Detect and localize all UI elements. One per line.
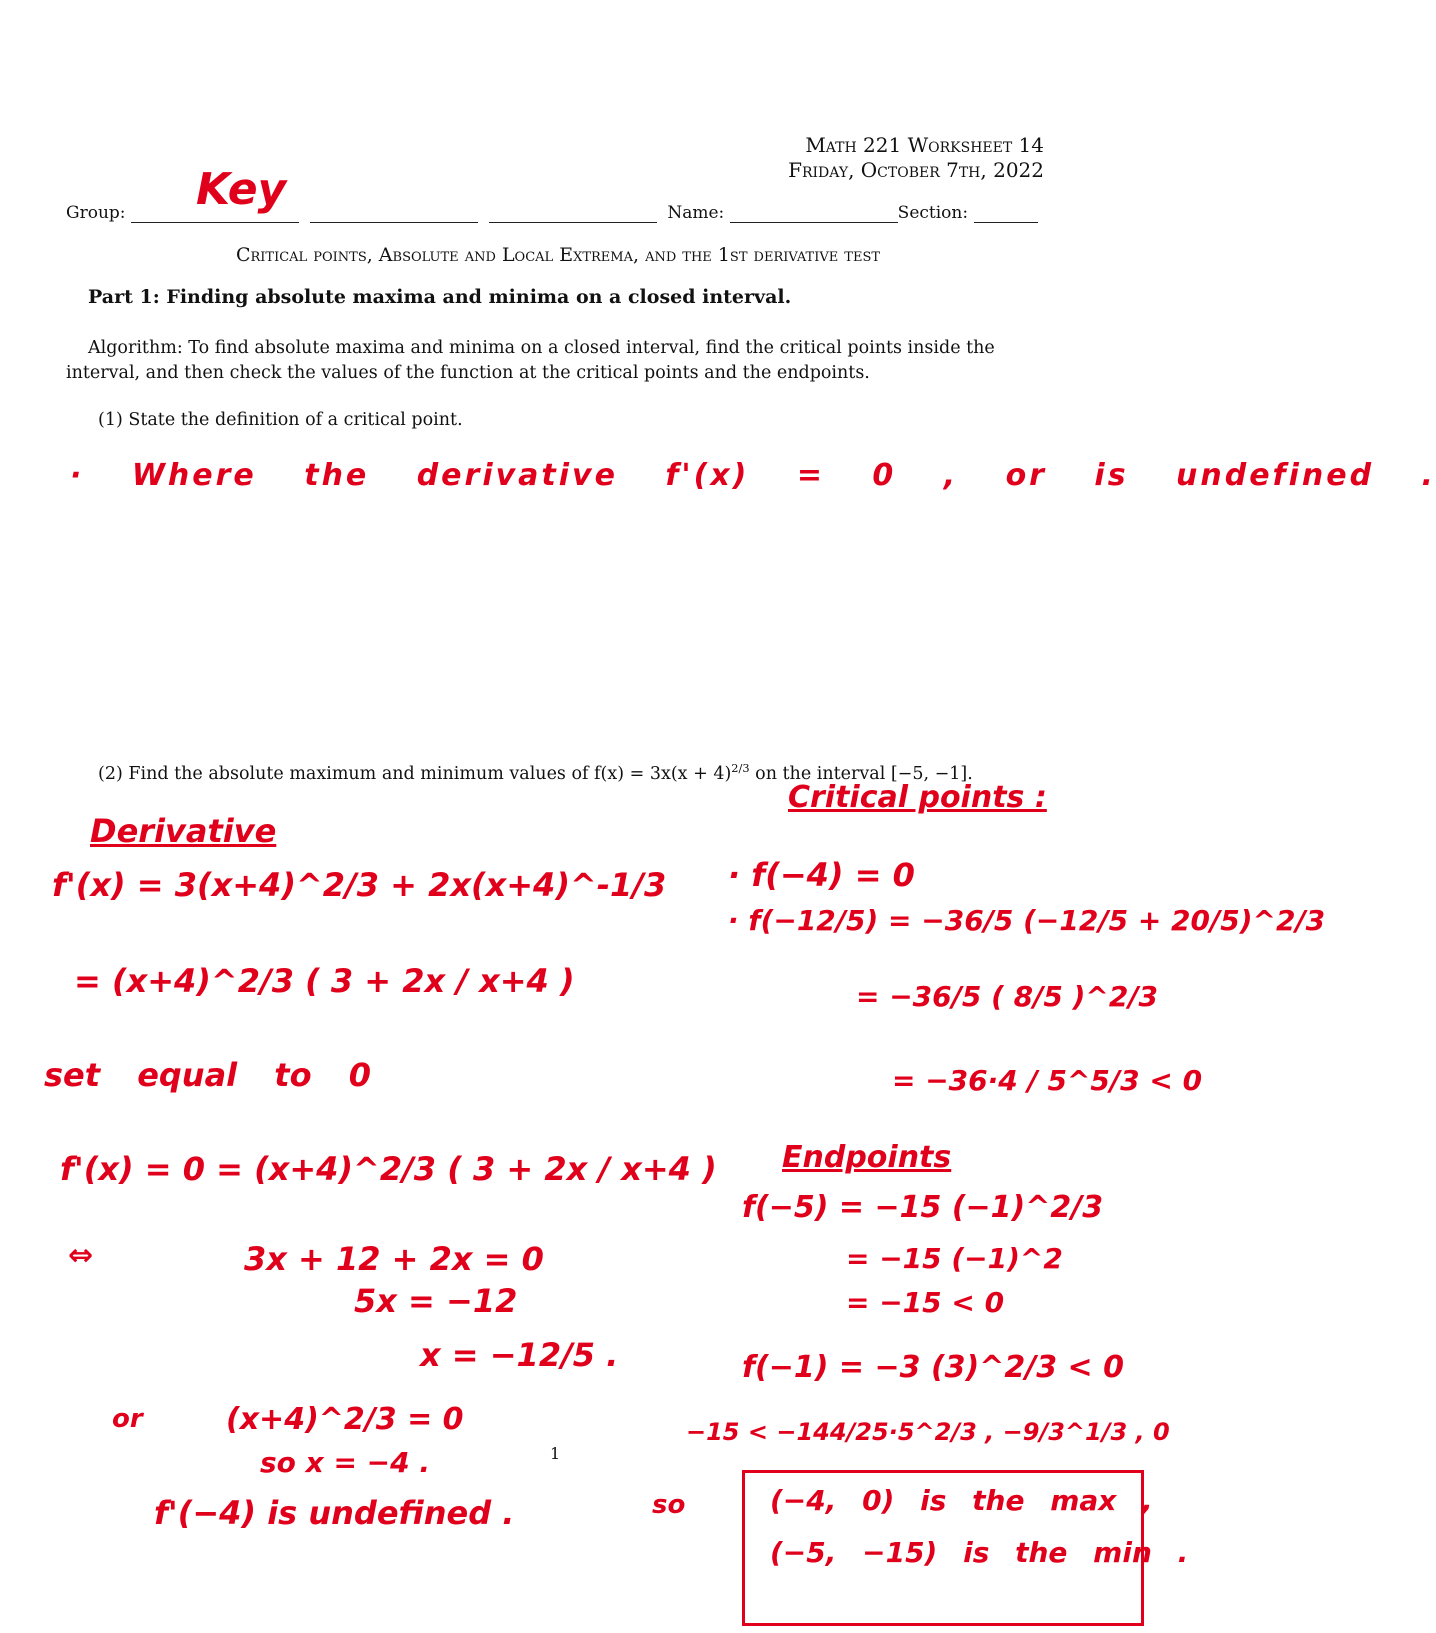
page-number: 1 (550, 1444, 561, 1463)
derivative-label: Derivative (90, 812, 277, 850)
section-label: Section: (897, 203, 969, 223)
right-line-2: · f(−12/5) = −36/5 (−12/5 + 20/5)^2/3 (728, 904, 1326, 937)
section-field (974, 200, 1038, 223)
question-2-text: (2) Find the absolute maximum and minimum values of f(x) = 3x(x + 4) (98, 763, 732, 784)
right-line-6: = −15 (−1)^2 (846, 1242, 1063, 1275)
left-line-7: x = −12/5 . (420, 1336, 619, 1374)
right-line-9: −15 < −144/25·5^2/3 , −9/3^1/3 , 0 (686, 1418, 1170, 1446)
question-1: (1) State the definition of a critical point. (98, 410, 463, 430)
group-answer-key: Key (196, 164, 287, 215)
question-2-interval: on the interval [−5, −1]. (749, 763, 973, 784)
left-line-1: f'(x) = 3(x+4)^2/3 + 2x(x+4)^-1/3 (52, 866, 667, 904)
answer-1: · Where the derivative f'(x) = 0 , or is undefined . (70, 458, 1436, 493)
left-line-5: 3x + 12 + 2x = 0 (244, 1240, 544, 1278)
algorithm-line-2: interval, and then check the values of the function at the critical points and the endpoints. (66, 363, 870, 383)
worksheet-title: Critical points, Absolute and Local Extrema, and the 1st derivative test (235, 244, 881, 266)
left-line-10: f'(−4) is undefined . (154, 1494, 515, 1532)
date-line: Friday, October 7th, 2022 (788, 158, 1044, 182)
left-line-8-or: or (112, 1404, 143, 1434)
name-label: Name: (667, 203, 725, 223)
course-line: Math 221 Worksheet 14 (805, 133, 1044, 157)
part1-heading: Part 1: Finding absolute maxima and minima on a closed interval. (88, 286, 792, 308)
critical-points-label: Critical points : (788, 780, 1047, 815)
group-label: Group: (66, 203, 126, 223)
endpoints-label: Endpoints (782, 1140, 952, 1175)
left-line-2: = (x+4)^2/3 ( 3 + 2x / x+4 ) (74, 962, 575, 1000)
right-line-7: = −15 < 0 (846, 1286, 1005, 1319)
group-field-2 (310, 200, 478, 223)
left-line-3: set equal to 0 (44, 1056, 371, 1094)
min-conclusion: (−5, −15) is the min . (770, 1536, 1189, 1569)
so-label: so (652, 1490, 686, 1520)
right-line-4: = −36·4 / 5^5/3 < 0 (892, 1064, 1203, 1097)
right-line-1: · f(−4) = 0 (728, 856, 915, 894)
left-line-5-iff: ⇔ (68, 1238, 94, 1273)
right-line-5: f(−5) = −15 (−1)^2/3 (742, 1190, 1104, 1225)
left-line-6: 5x = −12 (354, 1282, 518, 1320)
right-line-3: = −36/5 ( 8/5 )^2/3 (856, 980, 1159, 1013)
left-line-9: so x = −4 . (260, 1446, 430, 1479)
group-field-3 (489, 200, 657, 223)
max-conclusion: (−4, 0) is the max , (770, 1484, 1153, 1517)
question-2-exponent: 2/3 (731, 761, 750, 775)
left-line-4: f'(x) = 0 = (x+4)^2/3 ( 3 + 2x / x+4 ) (60, 1150, 717, 1188)
algorithm-line-1: Algorithm: To find absolute maxima and minima on a closed interval, find the critical points inside the (88, 338, 995, 358)
name-field (730, 200, 898, 223)
right-line-8: f(−1) = −3 (3)^2/3 < 0 (742, 1350, 1125, 1385)
left-line-8: (x+4)^2/3 = 0 (226, 1402, 464, 1437)
